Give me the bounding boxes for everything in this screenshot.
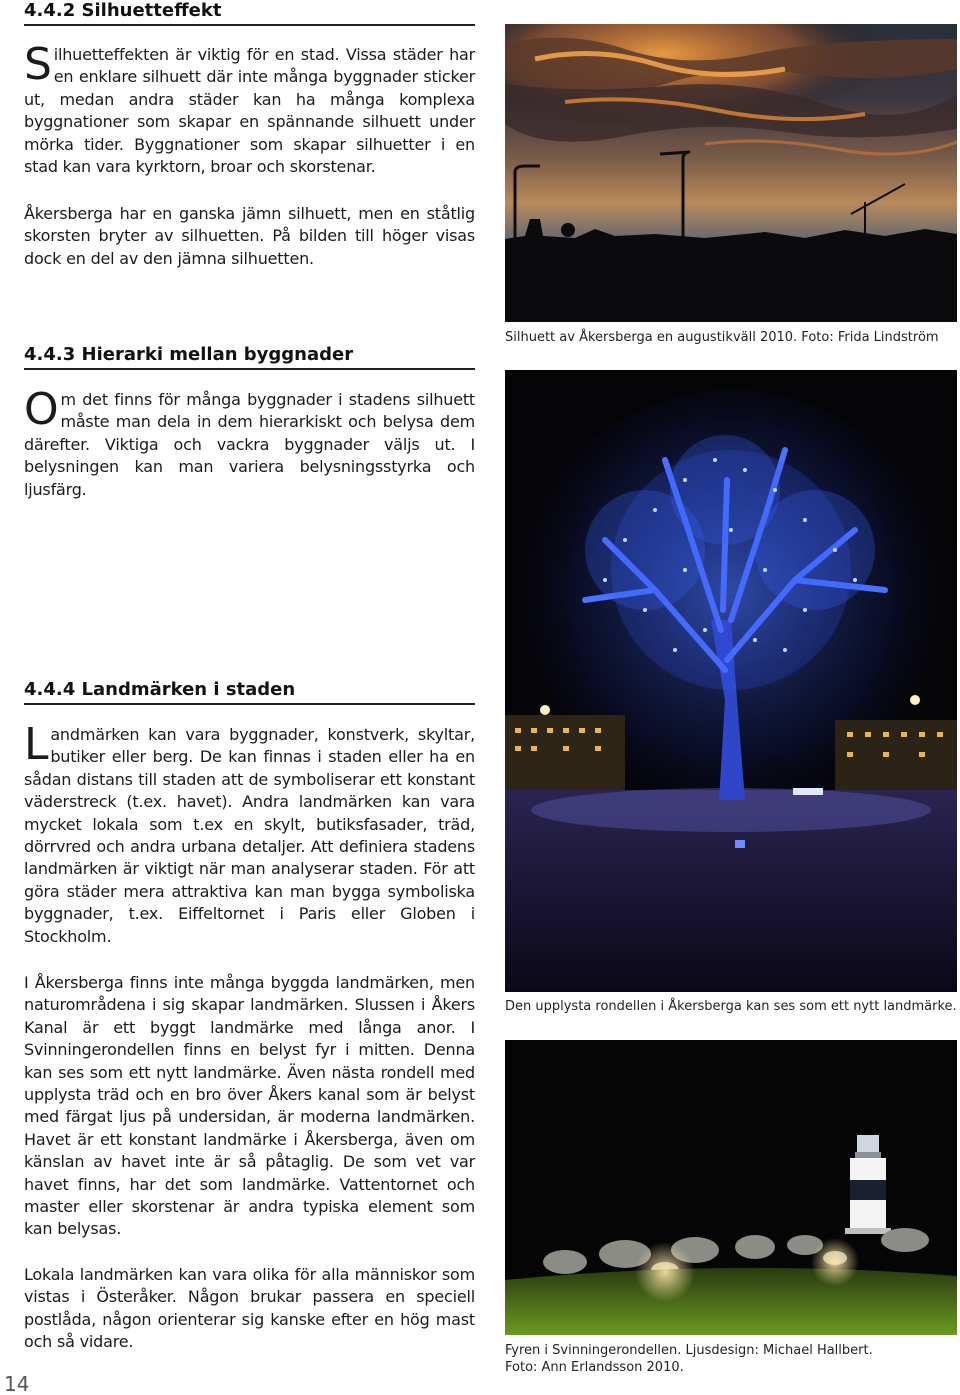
paragraph-landmarks-intro — [24, 719, 475, 948]
paragraph-text: andmärken kan vara byggnader, konstverk, skyltar, butiker eller berg. De kan finnas i staden eller ha en sådan distans till staden att de symboliserar ett konstant väderstreck (t.ex. havet). Andra landmärken kan vara mycket lokala som t.ex en skylt, butiksfasader, träd, dörrvred och andra urbana detaljer. Att definiera stadens landmärken är viktigt när man analyserar staden. För att göra städer mera attraktiva kan man bygga symboliska byggnader, t.ex. Eiffeltornet i Paris eller Globen i Stockholm. — [24, 725, 475, 946]
photo-sunset-silhouette — [505, 24, 957, 322]
section-heading-landmarks: 4.4.4 Landmärken i staden — [24, 679, 475, 705]
page-number: 14 — [4, 1372, 30, 1395]
paragraph-silhouette-intro — [24, 39, 475, 178]
section-heading-hierarchy: 4.4.3 Hierarki mellan byggnader — [24, 344, 475, 370]
drop-cap: S — [24, 39, 52, 90]
paragraph-silhouette-akersberga: Åkersberga har en ganska jämn silhuett, men en ståtlig skorsten bryter av silhuetten. På bilden till höger visas dock en del av den jämna silhuetten. — [24, 204, 475, 268]
photo-illuminated-tree — [505, 370, 957, 992]
caption-sunset: Silhuett av Åkersberga en augustikväll 2010. Foto: Frida Lindström — [505, 330, 939, 345]
paragraph-landmarks-akersberga: I Åkersberga finns inte många byggda landmärken, men naturområdena i sig skapar landmärken. Slussen i Åkers Kanal är ett byggt landmärke med långa anor. I Svinningerondellen finns en belyst fyr i mitten. Denna kan ses som ett nytt landmärke. Även nästa rondell med upplysta träd och en bro över Åkers kanal som är belyst med färgat ljus på undersidan, är moderna landmärken. Havet är ett konstant landmärke i Åkersberga, även om känslan av havet inte är så påtaglig. De som vet var havet finns, har det som landmärke. Vattentornet och master eller skorstenar är andra typiska element som kan belysas. — [24, 973, 475, 1239]
caption-line: Foto: Ann Erlandsson 2010. — [505, 1360, 684, 1375]
caption-tree: Den upplysta rondellen i Åkersberga kan ses som ett nytt landmärke. — [505, 999, 957, 1014]
drop-cap: L — [24, 719, 49, 770]
drop-cap: O — [24, 384, 59, 435]
paragraph-landmarks-local: Lokala landmärken kan vara olika för alla människor som vistas i Österåker. Någon brukar passera en speciell postlåda, någon orienterar sig kanske efter en hög mast och så vidare. — [24, 1265, 475, 1352]
photo-lighthouse-roundabout — [505, 1040, 957, 1335]
paragraph-text: m det finns för många byggnader i stadens silhuett måste man dela in dem hierarkiskt och belysa dem därefter. Viktiga och vackra byggnader väljs ut. I belysningen kan man variera belysningsstyrka och ljusfärg. — [24, 390, 475, 499]
caption-line: Fyren i Svinningerondellen. Ljusdesign: Michael Hallbert. — [505, 1343, 873, 1358]
paragraph-hierarchy — [24, 384, 475, 501]
section-heading-silhouette: 4.4.2 Silhuetteffekt — [24, 0, 475, 26]
paragraph-text: ilhuetteffekten är viktig för en stad. Vissa städer har en enklare silhuett där inte många byggnader sticker ut, medan andra städer kan ha många komplexa byggnationer som skapar en spännande silhuett under mörka tider. Byggnationer som skapar silhuetter i en stad kan vara kyrktorn, broar och skorstenar. — [24, 45, 475, 177]
caption-lighthouse — [505, 1342, 957, 1376]
